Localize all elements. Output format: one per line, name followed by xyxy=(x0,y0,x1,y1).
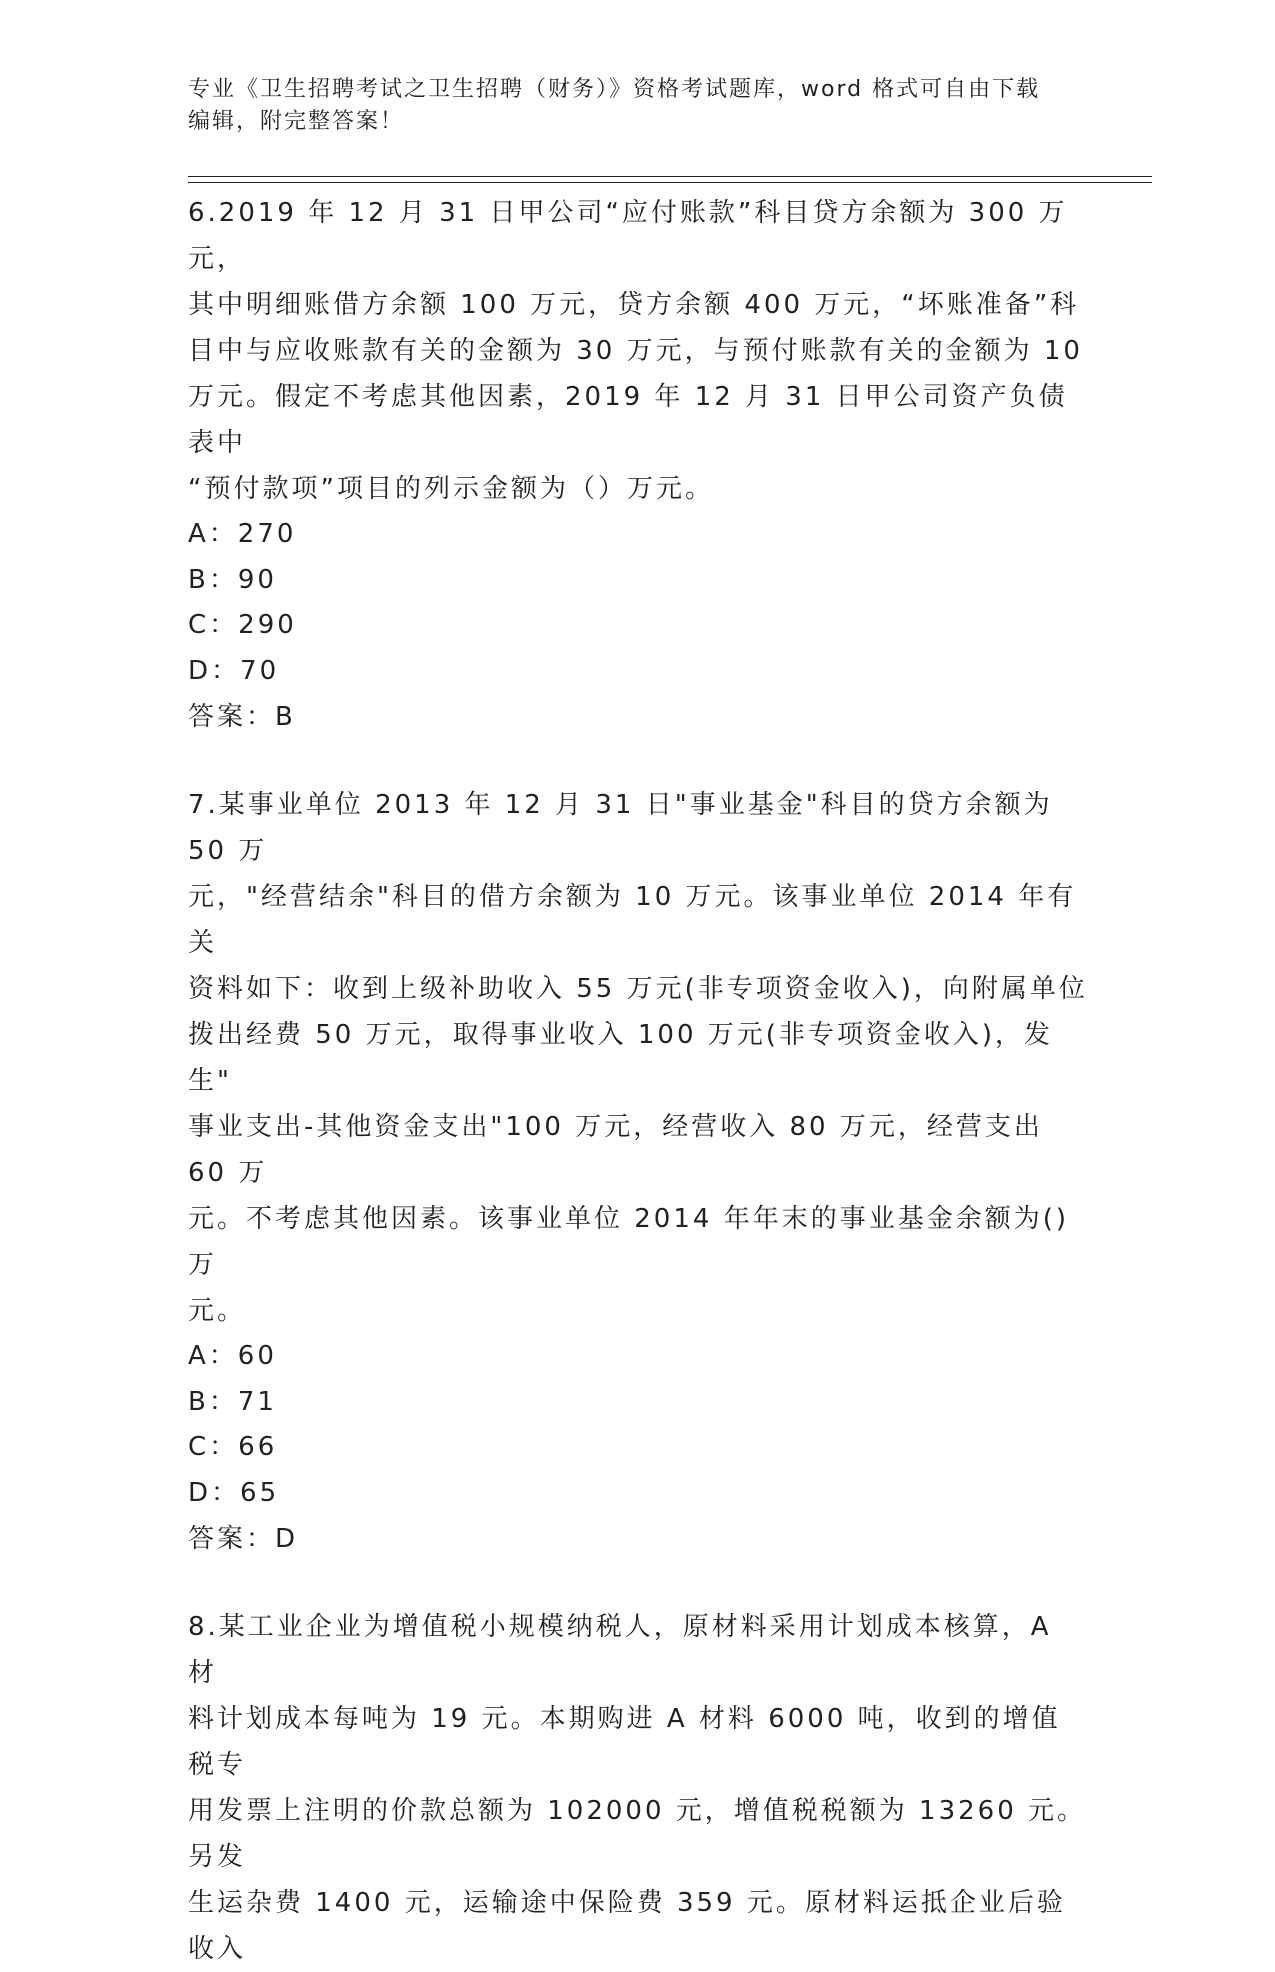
question-text-line: 其中明细账借方余额 100 万元，贷方余额 400 万元，“坏账准备”科 xyxy=(188,290,1080,320)
answer: 答案：D xyxy=(188,1524,299,1554)
question-spacer xyxy=(188,740,1088,782)
question-text-line: 用发票上注明的价款总额为 102000 元，增值税税额为 13260 元。另发 xyxy=(188,1796,1087,1872)
header-divider-top xyxy=(188,176,1152,177)
answer: 答案：B xyxy=(188,702,296,732)
option-d: D：65 xyxy=(188,1477,280,1508)
question-text-line: 元。不考虑其他因素。该事业单位 2014 年年末的事业基金余额为()万 xyxy=(188,1204,1069,1280)
option-a: A：270 xyxy=(188,519,297,549)
question-text-line: 元，"经营结余"科目的借方余额为 10 万元。该事业单位 2014 年有关 xyxy=(188,882,1077,958)
question-text-line: “预付款项”项目的列示金额为（）万元。 xyxy=(188,474,714,504)
question-text-line: 目中与应收账款有关的金额为 30 万元，与预付账款有关的金额为 10 xyxy=(188,336,1083,366)
question-text-line: 元。 xyxy=(188,1296,247,1326)
header-line-1: 专业《卫生招聘考试之卫生招聘（财务）》资格考试题库，word 格式可自由下载 xyxy=(188,77,1041,102)
question-7 xyxy=(188,782,1088,1562)
question-text-line: 资料如下：收到上级补助收入 55 万元(非专项资金收入)，向附属单位 xyxy=(188,974,1088,1004)
question-text-line: 万元。假定不考虑其他因素，2019 年 12 月 31 日甲公司资产负债表中 xyxy=(188,382,1068,458)
option-d: D：70 xyxy=(188,655,280,686)
option-a: A：60 xyxy=(188,1341,277,1371)
question-text-line: 7.某事业单位 2013 年 12 月 31 日"事业基金"科目的贷方余额为 50 万 xyxy=(188,790,1053,866)
option-b: B：90 xyxy=(188,564,277,595)
question-8 xyxy=(188,1604,1088,1972)
question-text-line: 8.某工业企业为增值税小规模纳税人，原材料采用计划成本核算，A 材 xyxy=(188,1612,1052,1688)
question-text-line: 6.2019 年 12 月 31 日甲公司“应付账款”科目贷方余额为 300 万元， xyxy=(188,198,1068,274)
question-text-line: 料计划成本每吨为 19 元。本期购进 A 材料 6000 吨，收到的增值税专 xyxy=(188,1704,1061,1780)
header-line-2: 编辑，附完整答案！ xyxy=(188,109,405,134)
question-spacer xyxy=(188,1562,1088,1604)
option-c: C：290 xyxy=(188,610,297,640)
question-6 xyxy=(188,190,1088,740)
document-header xyxy=(188,74,1088,138)
header-divider-bottom xyxy=(188,182,1152,183)
question-list xyxy=(188,190,1088,1972)
question-text-line: 拨出经费 50 万元，取得事业收入 100 万元(非专项资金收入)，发生" xyxy=(188,1020,1054,1096)
question-text-line: 事业支出-其他资金支出"100 万元，经营收入 80 万元，经营支出 60 万 xyxy=(188,1112,1043,1188)
question-text-line: 生运杂费 1400 元，运输途中保险费 359 元。原材料运抵企业后验收入 xyxy=(188,1888,1066,1964)
option-c: C：66 xyxy=(188,1432,278,1462)
option-b: B：71 xyxy=(188,1386,277,1417)
